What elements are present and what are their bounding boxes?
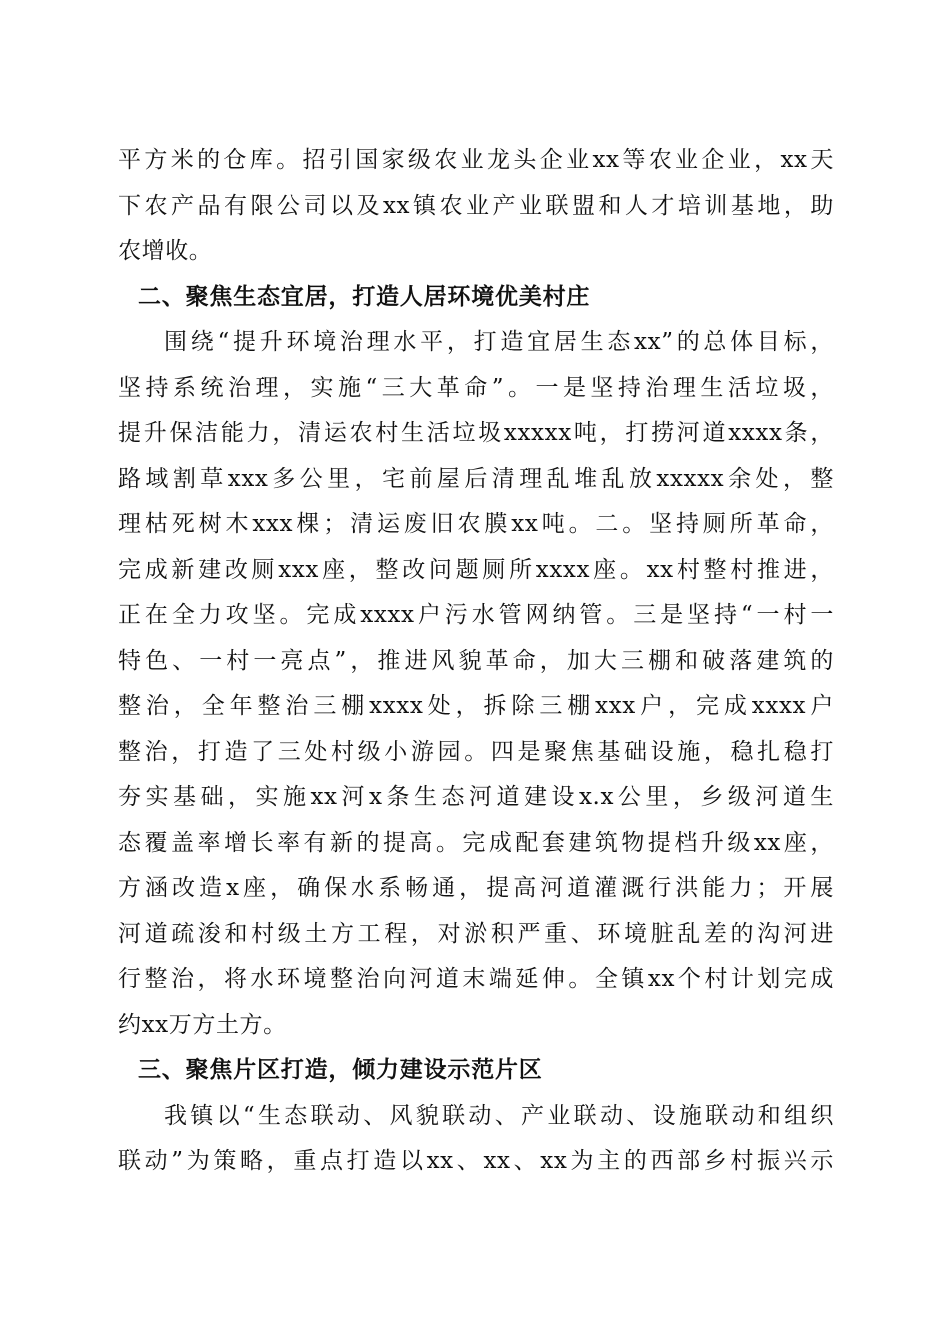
text-line: 整治，全年整治三棚xxxx处，拆除三棚xxx户，完成xxxx户 (118, 693, 834, 719)
section-heading-3: 三、聚焦片区打造，倾力建设示范片区 (138, 1057, 543, 1083)
text-line: 方涵改造x座，确保水系畅通，提高河道灌溉行洪能力；开展 (118, 875, 834, 901)
text-line: 整治，打造了三处村级小游园。四是聚焦基础设施，稳扎稳打 (118, 738, 834, 765)
text-line: 正在全力攻坚。完成xxxx户污水管网纳管。三是坚持“一村一 (118, 602, 834, 628)
text-line: 夯实基础，实施xx河x条生态河道建设x.x公里，乡级河道生 (118, 784, 834, 810)
text-line: 农增收。 (118, 238, 213, 264)
section-heading-2: 二、聚焦生态宜居，打造人居环境优美村庄 (138, 283, 591, 310)
text-line: 行整治，将水环境整治向河道末端延伸。全镇xx个村计划完成 (118, 966, 834, 992)
text-line: 我镇以“生态联动、风貌联动、产业联动、设施联动和组织 (164, 1102, 834, 1129)
text-line: 完成新建改厕xxx座，整改问题厕所xxxx座。xx村整村推进， (118, 556, 834, 583)
paragraph-1 (118, 138, 834, 275)
text-line: 河道疏浚和村级土方工程，对淤积严重、环境脏乱差的沟河进 (118, 920, 834, 947)
text-line: 下农产品有限公司以及xx镇农业产业联盟和人才培训基地，助 (118, 192, 834, 219)
text-line: 平方米的仓库。招引国家级农业龙头企业xx等农业企业，xx天 (118, 147, 834, 173)
text-line: 路域割草xxx多公里，宅前屋后清理乱堆乱放xxxxx余处，整 (118, 465, 834, 492)
text-line: 约xx万方土方。 (118, 1011, 287, 1038)
document-body (118, 138, 834, 1185)
text-line: 坚持系统治理，实施“三大革命”。一是坚持治理生活垃圾， (118, 374, 834, 401)
paragraph-3 (118, 1094, 834, 1185)
text-line: 提升保洁能力，清运农村生活垃圾xxxxx吨，打捞河道xxxx条， (118, 420, 834, 446)
text-line: 态覆盖率增长率有新的提高。完成配套建筑物提档升级xx座， (118, 829, 834, 856)
text-line: 理枯死树木xxx棵；清运废旧农膜xx吨。二。坚持厕所革命， (118, 511, 834, 537)
text-line: 特色、一村一亮点”，推进风貌革命，加大三棚和破落建筑的 (118, 647, 834, 674)
text-line: 围绕“提升环境治理水平，打造宜居生态xx”的总体目标， (164, 329, 834, 355)
text-line: 联动”为策略，重点打造以xx、xx、xx为主的西部乡村振兴示 (118, 1148, 834, 1174)
paragraph-2 (118, 320, 834, 1048)
